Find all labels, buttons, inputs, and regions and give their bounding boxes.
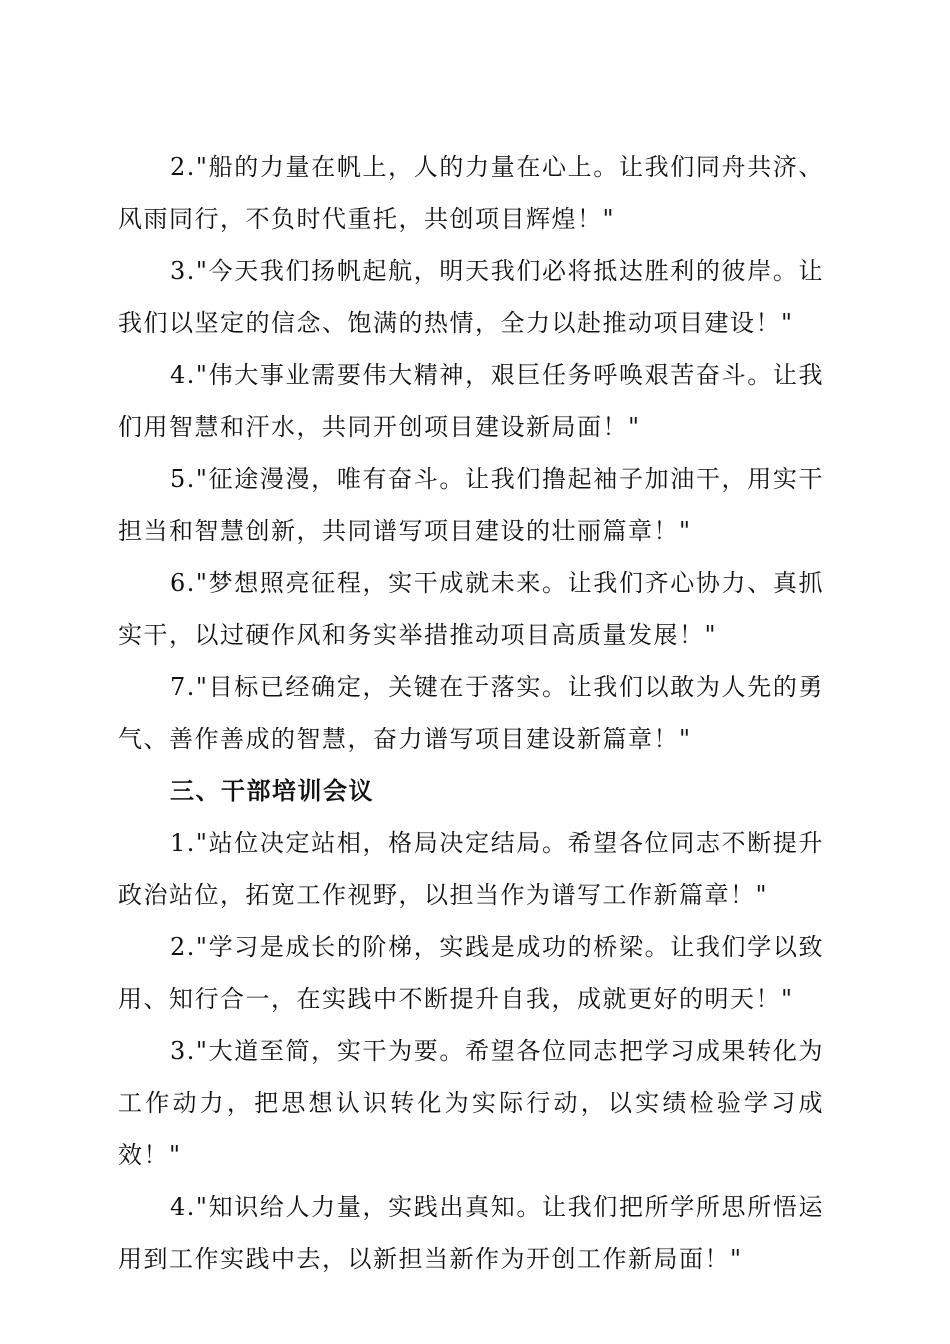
quote-paragraph-7: 7."目标已经确定，关键在于落实。让我们以敢为人先的勇气、善作善成的智慧，奋力谱写项目建设新篇章！": [118, 673, 824, 753]
quote-paragraph-5: 5."征途漫漫，唯有奋斗。让我们撸起袖子加油干，用实干担当和智慧创新，共同谱写项目建设的壮丽篇章！": [118, 465, 824, 545]
quote-paragraph-6: 6."梦想照亮征程，实干成就未来。让我们齐心协力、真抓实干，以过硬作风和务实举措推动项目高质量发展！": [118, 569, 824, 649]
section-quote-paragraph-4: 4."知识给人力量，实践出真知。让我们把所学所思所悟运用到工作实践中去，以新担当新作为开创工作新局面！": [118, 1193, 824, 1273]
document-body: [118, 141, 824, 1285]
section-quote-paragraph-1: 1."站位决定站相，格局决定结局。希望各位同志不断提升政治站位，拓宽工作视野，以担当作为谱写工作新篇章！": [118, 829, 824, 909]
section-quote-paragraph-3: 3."大道至简，实干为要。希望各位同志把学习成果转化为工作动力，把思想认识转化为实际行动，以实绩检验学习成效！": [118, 1037, 824, 1169]
section-heading: 三、干部培训会议: [170, 777, 374, 805]
quote-paragraph-2: 2."船的力量在帆上，人的力量在心上。让我们同舟共济、风雨同行，不负时代重托，共创项目辉煌！": [118, 153, 824, 233]
quote-paragraph-3: 3."今天我们扬帆起航，明天我们必将抵达胜利的彼岸。让我们以坚定的信念、饱满的热情，全力以赴推动项目建设！": [118, 257, 824, 337]
section-quote-paragraph-2: 2."学习是成长的阶梯，实践是成功的桥梁。让我们学以致用、知行合一，在实践中不断提升自我，成就更好的明天！": [118, 933, 824, 1013]
quote-paragraph-4: 4."伟大事业需要伟大精神，艰巨任务呼唤艰苦奋斗。让我们用智慧和汗水，共同开创项目建设新局面！": [118, 361, 824, 441]
